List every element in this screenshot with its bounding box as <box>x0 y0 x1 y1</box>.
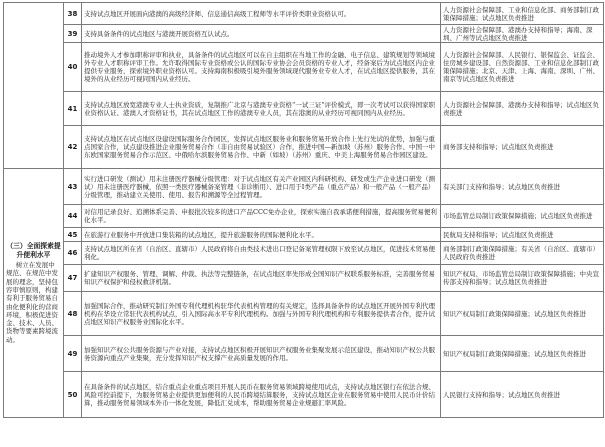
table-row <box>4 265 604 292</box>
row-number: 48 <box>64 292 82 336</box>
responsible-departments: 人力资源社会保障部、工业和信息化部、商务部制订政策保障措施；试点地区负责推进 <box>441 3 604 25</box>
measure-text: 支持试点地区在试点地区设建设国际服务合作园区，发挥试点地区服务业和服务贸易开放合作上先行先试的优势，加强与重点国家合作，试点建设推进企业服务贸易合作（非自由贸易试验区）合作，推进中国—新加坡（苏州）服务合作、中国一中东欧国家服务贸易合作示范区、中俄哈尔滨服务贸易合作、中新（如坡）（苏州）重庆、中美上海服务贸易合作园区建设。 <box>82 126 441 169</box>
row-number: 39 <box>64 25 82 43</box>
responsible-departments: 知识产权局制订政策保障措施；试点地区负责推进 <box>441 336 604 372</box>
row-number: 49 <box>64 336 82 372</box>
table-row <box>4 228 604 242</box>
measure-text: 支持具备条件的试点地区与港澳开展资格互认试点。 <box>82 25 441 43</box>
row-number: 43 <box>64 169 82 205</box>
row-number: 38 <box>64 3 82 25</box>
measure-text: 支持试点地区放宽港澳专业人士执业资质，复制推广北京与港澳专业资格“一试三证”评价模式，即一次考试可以获得国家职业资格认证、港澳人才资格证书，其在试点地区工作的港澳专业人员，其在港澳的从业经历可视同国内从业经历。 <box>82 92 441 126</box>
row-number: 44 <box>64 205 82 228</box>
measure-text: 扩建知识产权服务、管理、调解、仲裁、执法等完整链条，在试点地区率先形成全国知识产权联系服务标准，完善服务贸易知识产权保护和侵权救济机制。 <box>82 265 441 292</box>
measure-text: 在具备条件的试点地区，结合重点企业重点项目开展人民币在服务贸易领域跨境使用试点，支持试点地区银行在依法合规、风险可控前提下，为服务贸易企业提供更加便利的人民币跨境结算服务，支持试点地区企业在服务贸易中使用人民币计价结算，推动服务贸易领域本外币一体化发展，降低汇兑成本，帮助服务贸易企业规避汇率风险。 <box>82 372 441 418</box>
responsible-departments: 知识产权局、市场监管总局制订政策保障措施；中央宣传部支持和指导；试点地区负责推进 <box>441 265 604 292</box>
table-row <box>4 292 604 336</box>
measure-text: 加强国际合作，推动研究制订外国专利代理机构驻华代表机构管理的有关规定，选择具备条件的试点地区开展外国专利代理机构在华设立常驻代表机构试点，引入国际高水平专利代理机构。加强与外国专利代理机构和专利服务提供者合作，提升试点地区知识产权服务业国际化水平。 <box>82 292 441 336</box>
measure-text: 加强知识产权公共服务资源与产业对接，支持试点地区积极开展知识产权服务业集聚发展示范区建设，推动知识产权公共服务资源向重点产业集聚，充分发挥知识产权支撑产业高质量发展的作用。 <box>82 336 441 372</box>
table-row <box>4 336 604 372</box>
responsible-departments: 人力资源社会保障部、港澳办支持和指导；海南、深圳、广州等试点地区负责推进 <box>441 25 604 43</box>
table-row <box>4 242 604 265</box>
responsible-departments: 民航局支持和指导；试点地区负责推进 <box>441 228 604 242</box>
measure-text: 在旅游行业服务中开放进口集装箱的试点地区，提升旅游服务的国际便利化水平。 <box>82 228 441 242</box>
responsible-departments: 市场监管总局制订政策保障措施；试点地区负责推进 <box>441 205 604 228</box>
responsible-departments: 商务部支持和指导；试点地区负责推进 <box>441 126 604 169</box>
table-row <box>4 92 604 126</box>
table-body <box>4 3 604 418</box>
responsible-departments: 人民银行支持和指导；试点地区负责推进 <box>441 372 604 418</box>
row-number: 50 <box>64 372 82 418</box>
table-row <box>4 25 604 43</box>
measure-text: 推动境外人才参加职称评审和执业，具备条件的试点地区可以在自主组织在当地工作的金融、电子信息、建筑规划等领域境外专业人才职称评审工作。允许取得国际专业资格或公认的国际专业协会会员资格的专业人才，经备案后为试点地区内企业提供专业服务，探索境外职业资格认可。支持海南积极吸引境外服务领域现代服务业专业人才，在试点地区提供服务，其在境外的从业经历可视同国内从业经历。 <box>82 43 441 92</box>
table-row <box>4 205 604 228</box>
table-row <box>4 372 604 418</box>
row-number: 40 <box>64 43 82 92</box>
category-cell-blank <box>4 3 64 169</box>
category-title: （三）全面探索提升便利水平 <box>6 242 61 259</box>
row-number: 42 <box>64 126 82 169</box>
responsible-departments: 有关部门支持和指导；试点地区负责推进 <box>441 169 604 205</box>
measure-text: 支持试点地区所在省（自治区、直辖市）人民政府将自由类技术进出口登记备案管理权限下放至试点地区，促进技术贸易便利化。 <box>82 242 441 265</box>
responsible-departments: 商务部制订政策保障措施；有关省（自治区、直辖市）人民政府负责推进 <box>441 242 604 265</box>
measure-text: 对信用记录良好、追溯体系完善、申报批次较多的进口产品CCC免办企业，探索实施自我承诺便利措施，提高服务贸易便利化水平。 <box>82 205 441 228</box>
row-number: 46 <box>64 242 82 265</box>
row-number: 41 <box>64 92 82 126</box>
measure-text: 实行进口研发（测试）用未注册医疗器械分级管理：对于试点地区有关产业园区内科研机构、研发或生产企业进口研发（测试）用未注册医疗器械，依照一类医疗器械备案管理（非诊断用）、进口用于I类产品（重点产品）和一般产品（一般产品）分级管理，推动建立关使用、使用、报告和溯源等全过程管理。 <box>82 169 441 205</box>
measure-text: 支持试点地区开展面向港澳的高级经济师、信息通信高级工程师等水平评价类职业资格认可。 <box>82 3 441 25</box>
category-description: 树立在发展中规范、在规范中发展的理念，坚持包容审慎原则，构建有利于服务贸易自由化便利化的营商环境，积极促进资金、技术、人员、货物等要素跨境流动。 <box>6 261 58 344</box>
responsible-departments: 人力资源社会保障部、港澳办支持和指导；试点地区负责推进 <box>441 92 604 126</box>
category-cell <box>4 169 64 418</box>
table-row <box>4 43 604 92</box>
responsible-departments: 人力资源社会保障部、人民银行、银保监会、证监会、住房城乡建设部、自然资源部、工业和信息化部制订政策保障措施；北京、天津、上海、海南、深圳、广州、南京等试点地区负责推进 <box>441 43 604 92</box>
row-number: 47 <box>64 265 82 292</box>
policy-measures-table <box>3 2 604 418</box>
table-row <box>4 169 604 205</box>
table-row <box>4 126 604 169</box>
responsible-departments: 知识产权局制订政策保障措施；试点地区负责推进 <box>441 292 604 336</box>
row-number: 45 <box>64 228 82 242</box>
table-row <box>4 3 604 25</box>
